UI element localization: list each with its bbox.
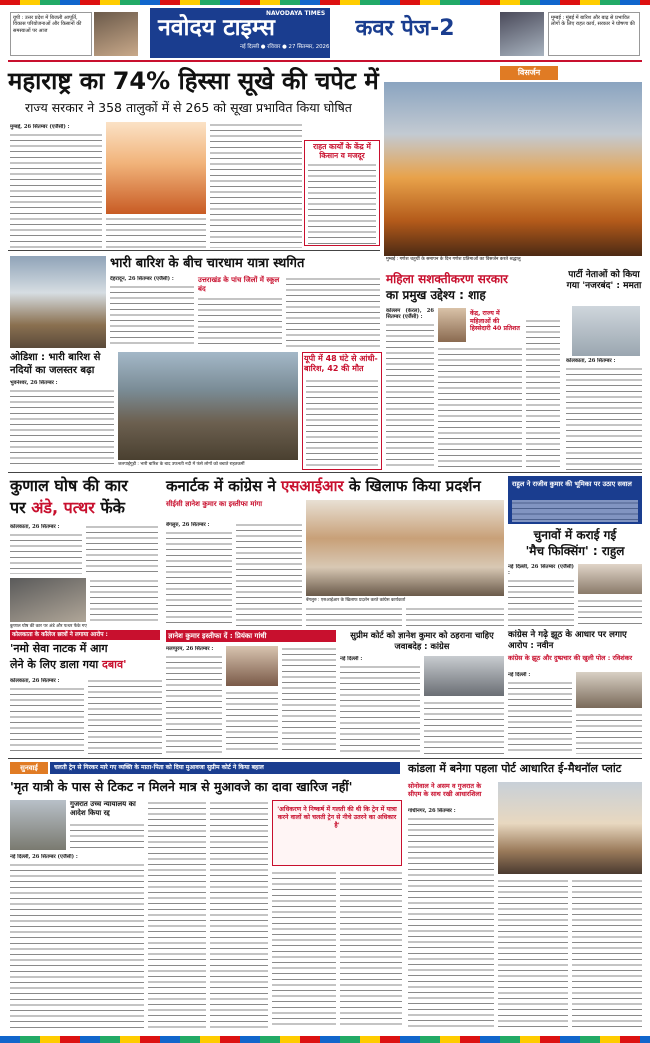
karnataka-headline-pre: कनार्टक में कांग्रेस ने	[166, 477, 281, 495]
college-col-2	[88, 678, 162, 754]
lead-subhead: राज्य सरकार ने 358 तालुकों में से 265 को सूखा प्रभावित किया घोषित	[25, 100, 352, 115]
lead-sidebar-body	[308, 162, 376, 244]
kunal-headline-2-post: फेंके	[94, 498, 125, 517]
gyanesh-col-1	[166, 654, 222, 754]
verdict-dateline: नई दिल्ली, 26 सितम्बर (एजैंसी) :	[10, 854, 78, 860]
chardham-col-2	[198, 296, 282, 348]
kunal-headline-2-red: अंडे, पत्थर	[31, 498, 95, 517]
verdict-col-1	[70, 822, 144, 850]
kandla-photo	[498, 782, 642, 874]
sc-ruling-photo	[424, 656, 504, 696]
verdict-banner-text: चलती ट्रेन से गिरकर मारे गए व्यक्ति के माता-पिता को दिया मुआवजा सुप्रीम कोर्ट ने किया बहाल	[54, 764, 264, 771]
gyanesh-col-3	[282, 646, 336, 754]
court-photo	[10, 800, 66, 850]
kandla-col-3	[572, 878, 642, 1028]
kunal-dateline: कोलकाता, 26 सितम्बर :	[10, 524, 60, 530]
rahul-col-1	[508, 578, 574, 626]
lead-col-1	[10, 132, 102, 248]
college-col-1	[10, 686, 84, 754]
kunal-headline-2	[10, 498, 160, 518]
kunal-col-3	[90, 578, 158, 622]
kerala-headline-red: महिला सशक्तीकरण सरकार	[386, 272, 508, 286]
kerala-dateline: कोल्लम (केरल), 26 सितम्बर (एजैंसी) :	[386, 308, 434, 321]
navin-kicker: कांग्रेस के झूठ और दुष्प्रचार की खुली पोल : रविशंकर	[508, 654, 633, 662]
college-headline-2	[10, 658, 162, 672]
karnataka-caption: बेंगलुरु : एसआईआर के खिलाफ प्रदर्शन करते कांग्रेस कार्यकर्ता	[306, 598, 406, 603]
verdict-col-3	[148, 800, 206, 1028]
college-headline-2-red: दबाव'	[102, 658, 127, 671]
masthead-rule	[8, 60, 642, 62]
masthead-right-promo[interactable]: मुम्बई : मुंबई में बारिश और बाढ़ से प्रभावित लोगों के लिए राहत कार्य, सरकार ने घोषणा की	[548, 12, 640, 56]
mamata-body	[566, 366, 642, 470]
navin-photo	[576, 672, 642, 708]
priyanka-photo	[226, 646, 278, 686]
gyanesh-col-2	[226, 690, 278, 754]
flood-photo	[118, 352, 298, 460]
blue-box-headline: राहुल ने राजीव कुमार की भूमिका पर उठाए सवाल	[512, 480, 632, 488]
kerala-col-3	[526, 318, 560, 470]
verdict-quote-text: 'अधिकरण ने निष्कर्ष में गलती की थी कि ट्रेन में यात्रा करने वालों को चलती ट्रेन से नीचे उतरने का अधिकार है'	[277, 806, 397, 829]
gyanesh-dateline: मलप्पुरम, 26 सितम्बर :	[166, 646, 214, 652]
lead-dateline: मुम्बई, 26 सितम्बर (एजैंसी) :	[10, 124, 70, 130]
divider-2	[8, 472, 642, 473]
masthead-right-photo	[500, 12, 544, 56]
college-dateline: कोलकाता, 26 सितम्बर :	[10, 678, 60, 684]
rahul-photo	[578, 564, 642, 594]
masthead-left-promo[interactable]: यूपी : उत्तर प्रदेश में बिजली आपूर्ति, विकास परियोजनाओं और किसानों की समस्याओं पर आज	[10, 12, 92, 56]
verdict-col-2	[10, 862, 144, 1028]
visarjan-caption: मुम्बई : गणेश चतुर्थी के समापन के दिन गणेश प्रतिमाओं का विसर्जन करते श्रद्धालु	[386, 257, 521, 262]
kerala-pull-quote: केंद्र, राज्य में महिलाओं की हिस्सेदारी 40 प्रतिशत	[470, 310, 520, 333]
chardham-col-1	[110, 284, 194, 348]
sc-ruling-headline: सुप्रीम कोर्ट को ज्ञानेश कुमार को ठहराना चाहिए जवाबदेह : कांग्रेस	[350, 630, 494, 651]
karnataka-photo	[306, 500, 504, 596]
kunal-col-2	[86, 524, 158, 574]
kandla-col-2	[498, 878, 568, 1028]
chardham-sub: उत्तराखंड के पांच जिलों में स्कूल बंद	[198, 276, 280, 293]
karnataka-col-3	[306, 606, 402, 626]
verdict-tag: सुनवाई	[10, 762, 48, 774]
divider-1	[8, 250, 380, 251]
bottom-color-strip	[0, 1036, 650, 1043]
up-rain-headline: यूपी में 48 घंटे से आंधी-बारिश, 42 की मौत	[304, 354, 378, 373]
navin-col-2	[576, 712, 642, 754]
odisha-body	[10, 388, 114, 468]
sc-ruling-dateline: नई दिल्ली :	[340, 656, 363, 662]
brand-top-label: NAVODAYA TIMES	[266, 10, 326, 17]
kunal-photo	[10, 578, 86, 622]
navin-col-1	[508, 680, 572, 754]
kandla-headline: कांडला में बनेगा पहला पोर्ट आधारित ई-मैथनॉल प्लांट	[408, 762, 622, 775]
verdict-col-6	[340, 870, 402, 1028]
karnataka-dateline: बेंगलुरु, 26 सितम्बर :	[166, 522, 210, 528]
sc-ruling-col-1	[340, 664, 420, 754]
kandla-dateline: गांधीनगर, 26 सितम्बर :	[408, 808, 456, 814]
odisha-dateline: भुवनेश्वर, 26 सितम्बर :	[10, 380, 58, 386]
karnataka-kicker: सीईसी ज्ञानेश कुमार का इस्तीफा मांगा	[166, 500, 263, 508]
rahul-headline-1: चुनावों में कराई गई	[533, 528, 617, 542]
sc-ruling-col-2	[424, 700, 504, 754]
kunal-headline-1: कुणाल घोष की कार	[10, 476, 128, 495]
lead-col-3	[210, 122, 302, 248]
kandla-kicker: सोनोवाल ने असम व गुजरात के सीएम के साथ रखी आधारशिला	[408, 782, 482, 798]
chardham-headline: भारी बारिश के बीच चारधाम यात्रा स्थगित	[110, 256, 305, 271]
karnataka-col-2	[236, 522, 302, 626]
chardham-dateline: देहरादून, 26 सितम्बर (एजैंसी) :	[110, 276, 174, 282]
college-headline-1: 'नमो सेवा नाटक में आग	[10, 642, 108, 655]
cover-page-label: कवर पेज-2	[355, 16, 455, 41]
karnataka-col-1	[166, 530, 232, 626]
rahul-headline-2: 'मैच फिक्सिंग' : राहुल	[525, 544, 625, 558]
up-rain-body	[306, 378, 378, 466]
odisha-headline: ओडिशा : भारी बारिश से नदियों का जलस्तर बढ़ा	[10, 352, 101, 376]
verdict-headline: 'मृत यात्री के पास से टिकट न मिलने मात्र से मुआवजे का दावा खारिज नहीं'	[10, 779, 353, 794]
kunal-caption: कुणाल घोष की कार पर अंडे और पत्थर फेंके गए	[10, 624, 87, 629]
lead-sidebar-title: राहत कार्यों के केंद्र में किसान व मजदूर	[313, 142, 371, 160]
visarjan-photo	[384, 82, 642, 256]
verdict-col-4	[210, 800, 268, 1028]
mamata-photo	[572, 306, 640, 356]
rahul-dateline: नई दिल्ली, 26 सितम्बर (एजैंसी) :	[508, 564, 574, 577]
navin-headline: कांग्रेस ने गढ़े झूठ के आधार पर लगाए आरोप : नवीन	[508, 630, 627, 651]
brand-name: नवोदय टाइम्स	[158, 15, 275, 41]
karnataka-col-4	[406, 606, 504, 626]
blue-box-body	[512, 500, 638, 522]
navin-dateline: नई दिल्ली :	[508, 672, 531, 678]
chardham-photo	[10, 256, 106, 348]
karnataka-headline-red: एसआईआर	[281, 477, 344, 495]
verdict-col-5	[272, 870, 336, 1028]
karnataka-headline-post: के खिलाफ किया प्रदर्शन	[343, 477, 481, 495]
kunal-col-1	[10, 532, 82, 574]
lead-headline: महाराष्ट्र का 74% हिस्सा सूखे की चपेट में	[8, 67, 379, 95]
college-headline-2-pre: लेने के लिए डाला गया	[10, 658, 103, 671]
kandla-col-1	[408, 816, 494, 1028]
shah-photo	[438, 308, 466, 342]
kunal-headline-2-pre: पर	[10, 498, 32, 517]
kerala-headline-black: का प्रमुख उद्देश्य : शाह	[386, 288, 486, 302]
lead-col-2	[106, 216, 206, 248]
chardham-col-3	[286, 276, 380, 348]
date-line: नई दिल्ली ● रविवार ● 27 सितम्बर, 2026	[240, 44, 330, 50]
top-color-strip	[0, 0, 650, 5]
lead-photo	[106, 122, 206, 214]
kerala-col-2	[438, 346, 522, 470]
kerala-col-1	[386, 322, 434, 470]
flood-caption: जलपाईगुड़ी : भारी बारिश के बाद उफनती नदी में फंसे लोगों को बचाते राहतकर्मी	[118, 462, 245, 467]
mamata-headline: पार्टी नेताओं को किया गया 'नजरबंद' : ममता	[566, 270, 642, 291]
mamata-dateline: कोलकाता, 26 सितम्बर :	[566, 358, 616, 364]
college-tag-text: कोलकाता के कॉलेज छात्रों ने लगाया आरोप :	[12, 632, 108, 638]
verdict-kicker: गुजरात उच्च न्यायालय का आदेश किया रद्द	[70, 800, 136, 817]
divider-3	[8, 758, 642, 759]
gyanesh-tag: ज्ञानेश कुमार इस्तीफा दें : प्रियंका गांधी	[168, 632, 267, 640]
masthead-left-photo	[94, 12, 138, 56]
visarjan-tag: विसर्जन	[500, 66, 558, 80]
karnataka-headline	[166, 476, 506, 496]
rahul-col-2	[578, 598, 642, 626]
